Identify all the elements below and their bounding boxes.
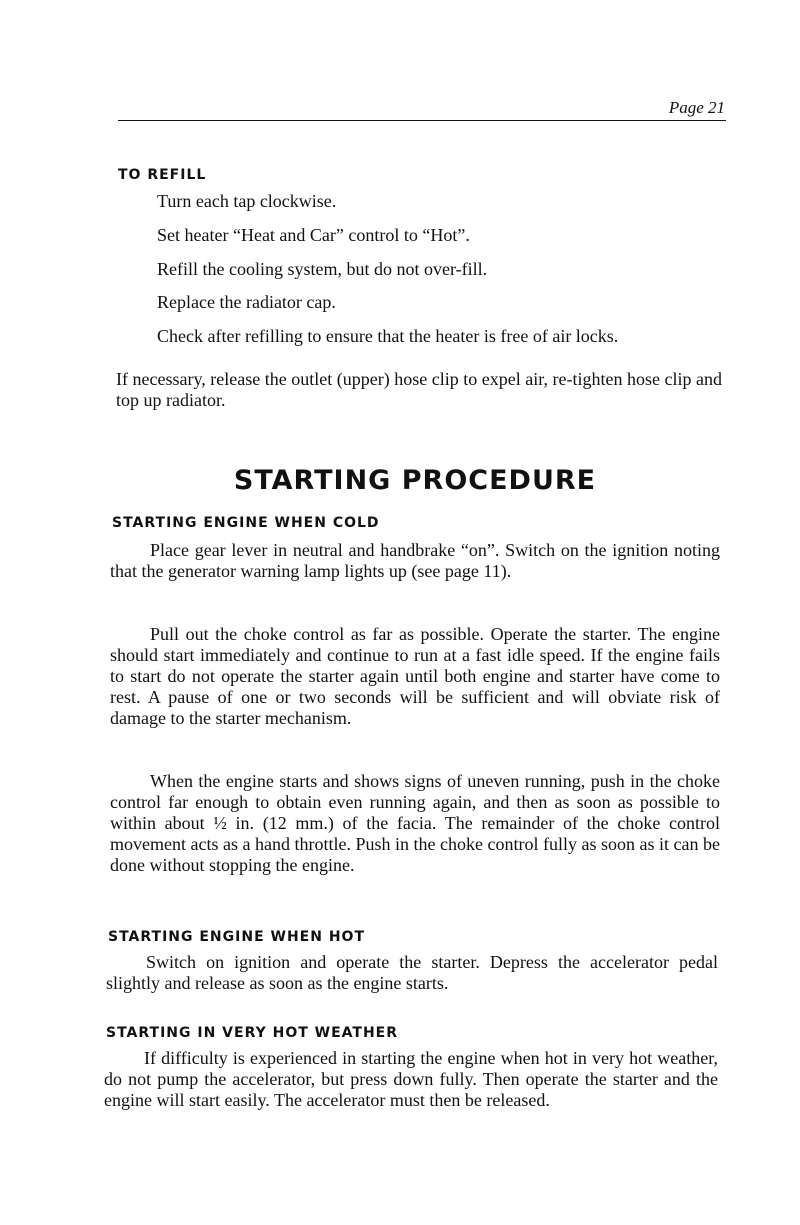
very-hot-heading: STARTING IN VERY HOT WEATHER	[106, 1025, 399, 1041]
refill-step: Set heater “Heat and Car” control to “Hot”.	[157, 225, 470, 245]
very-hot-paragraph: If difficulty is experienced in starting the engine when hot in very hot weather, do not pump the accelerator, but press down fully. Then operate the starter and the engine will start easily. The accelerator must then be released.	[104, 1048, 718, 1110]
refill-step: Refill the cooling system, but do not over-fill.	[157, 259, 488, 279]
cold-paragraph: Pull out the choke control as far as possible. Operate the starter. The engine should start immediately and continue to run at a fast idle speed. If the engine fails to start do not operate the starter again until both engine and starter have come to rest. A pause of one or two seconds will be sufficient and will obviate risk of damage to the starter mechanism.	[110, 624, 720, 728]
refill-note: If necessary, release the outlet (upper) hose clip to expel air, re-tighten hose clip and top up radiator.	[116, 369, 722, 410]
cold-paragraph: Place gear lever in neutral and handbrake “on”. Switch on the ignition noting that the generator warning lamp lights up (see page 11).	[110, 540, 720, 581]
cold-heading: STARTING ENGINE WHEN COLD	[112, 515, 380, 531]
section-title: STARTING PROCEDURE	[233, 465, 597, 496]
header-rule	[118, 120, 726, 121]
refill-step: Check after refilling to ensure that the heater is free of air locks.	[157, 326, 619, 346]
refill-step: Replace the radiator cap.	[157, 292, 336, 312]
hot-paragraph: Switch on ignition and operate the starter. Depress the accelerator pedal slightly and release as soon as the engine starts.	[106, 952, 718, 993]
page-number: Page 21	[668, 98, 725, 117]
hot-heading: STARTING ENGINE WHEN HOT	[108, 929, 365, 945]
cold-paragraph: When the engine starts and shows signs of uneven running, push in the choke control far enough to obtain even running again, and then as soon as possible to within about ½ in. (12 mm.) of the facia. The remainder of the choke control movement acts as a hand throttle. Push in the choke control fully as soon as it can be done without stopping the engine.	[110, 771, 720, 875]
refill-heading: TO REFILL	[118, 167, 207, 183]
refill-step: Turn each tap clockwise.	[157, 191, 337, 211]
